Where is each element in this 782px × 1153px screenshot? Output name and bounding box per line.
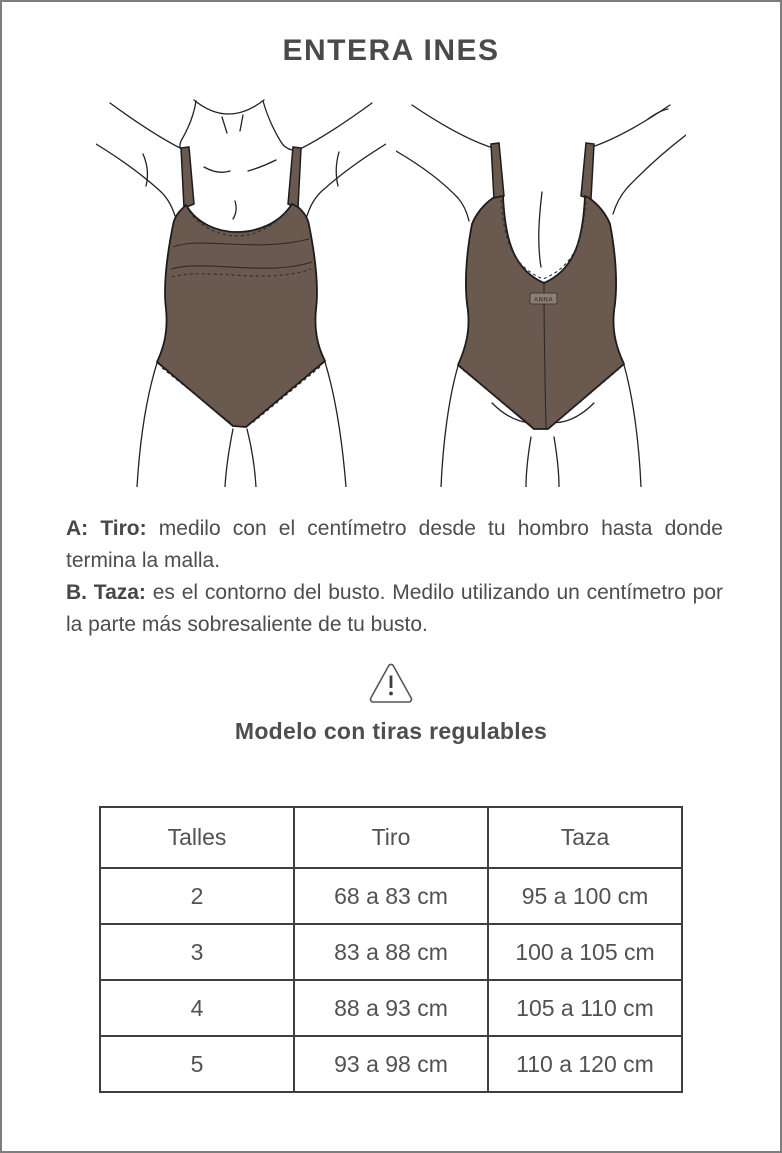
size-cell: 5: [100, 1036, 294, 1092]
size-table: [99, 806, 683, 1093]
instruction-taza: [66, 577, 723, 641]
size-cell: 88 a 93 cm: [294, 980, 488, 1036]
measurement-instructions: [66, 513, 723, 641]
front-strap-left: [181, 147, 194, 208]
leotard-back-illustration: [396, 97, 686, 487]
instruction-tiro-text: medilo con el centímetro desde tu hombro hasta donde termina la malla.: [66, 517, 723, 572]
size-cell: 100 a 105 cm: [488, 924, 682, 980]
leotard-front-illustration: [96, 97, 386, 487]
size-table-header-row: [100, 807, 682, 868]
size-table-row-2: [100, 868, 682, 924]
page-title: ENTERA INES: [282, 34, 500, 67]
size-cell: 68 a 83 cm: [294, 868, 488, 924]
instruction-taza-text: es el contorno del busto. Medilo utilizando un centímetro por la parte más sobresaliente de tu busto.: [66, 581, 723, 636]
size-cell: 110 a 120 cm: [488, 1036, 682, 1092]
size-cell: 3: [100, 924, 294, 980]
size-cell: 83 a 88 cm: [294, 924, 488, 980]
back-strap-left: [491, 143, 504, 200]
size-table-header-taza: Taza: [488, 807, 682, 868]
warning-section: [2, 662, 780, 709]
size-cell: 2: [100, 868, 294, 924]
leotard-back: [458, 143, 624, 429]
garment-illustrations: [2, 97, 780, 487]
size-table-row-3: [100, 924, 682, 980]
size-cell: 105 a 110 cm: [488, 980, 682, 1036]
size-table-row-5: [100, 1036, 682, 1092]
size-cell: 4: [100, 980, 294, 1036]
size-cell: 93 a 98 cm: [294, 1036, 488, 1092]
brand-tag: [530, 293, 557, 304]
brand-tag-text: ANNA: [533, 297, 554, 304]
size-table-header-tiro: Tiro: [294, 807, 488, 868]
size-table-header-talles: Talles: [100, 807, 294, 868]
size-table-row-4: [100, 980, 682, 1036]
instruction-taza-label: B. Taza:: [66, 581, 146, 604]
leotard-front: [157, 147, 325, 427]
back-strap-right: [581, 143, 594, 199]
size-cell: 95 a 100 cm: [488, 868, 682, 924]
front-bodice: [157, 204, 325, 427]
adjustable-straps-note: Modelo con tiras regulables: [234, 718, 548, 744]
instruction-tiro-label: A: Tiro:: [66, 517, 147, 540]
back-bodice: [458, 196, 624, 429]
front-strap-right: [288, 147, 301, 208]
instruction-tiro: [66, 513, 723, 577]
warning-triangle-icon: [368, 662, 414, 704]
